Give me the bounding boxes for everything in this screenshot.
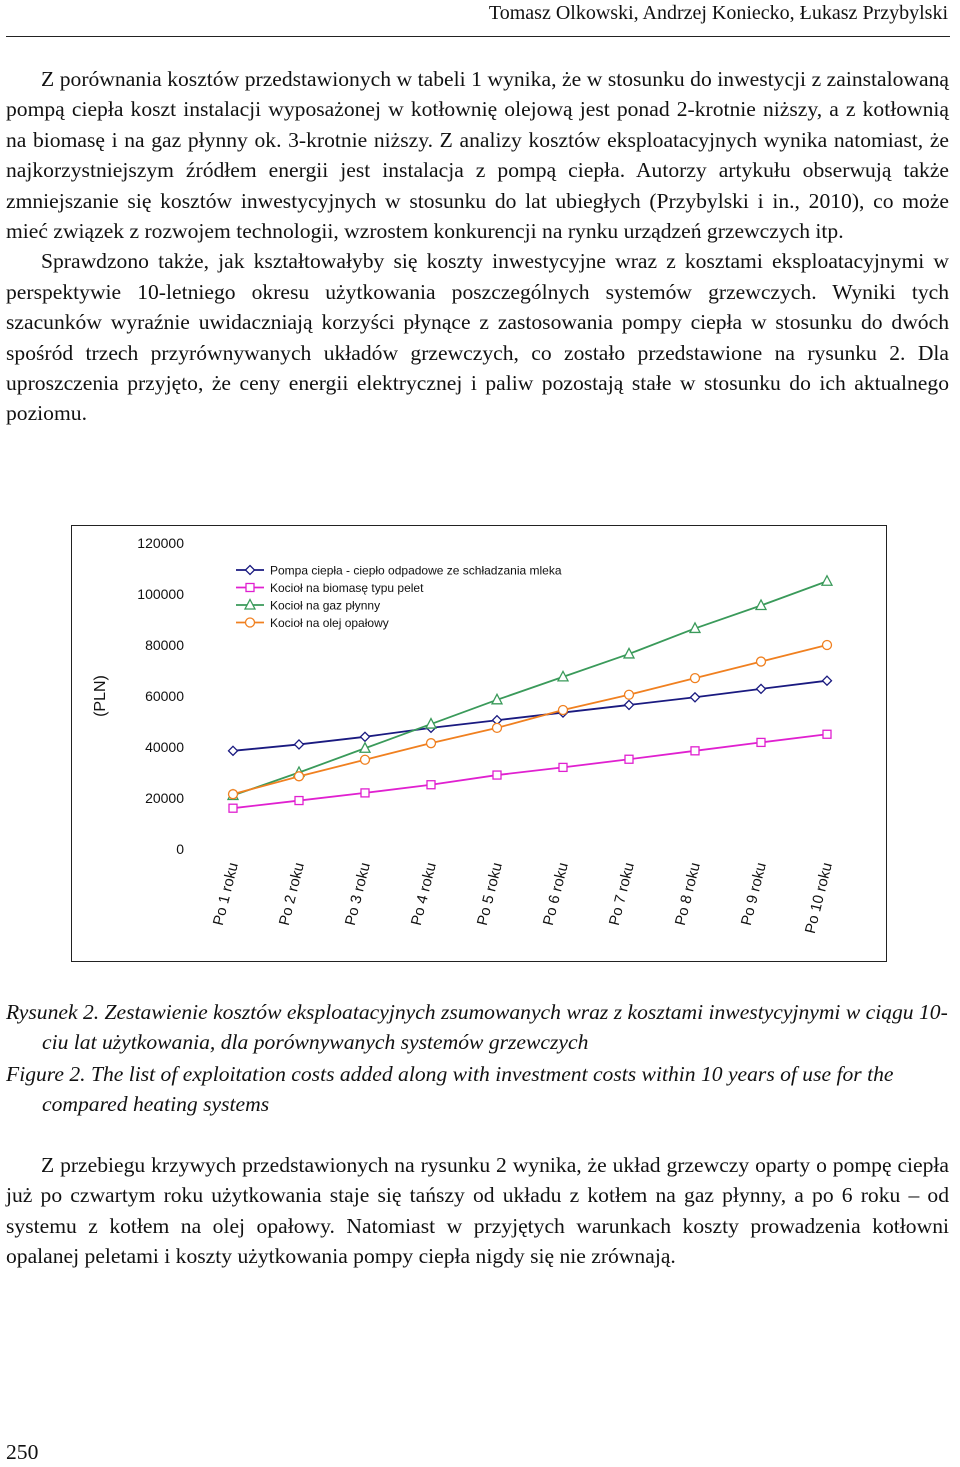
triangle-marker xyxy=(822,576,832,586)
body-paragraph-3: Z przebiegu krzywych przedstawionych na rysunku 2 wynika, że układ grzewczy oparty o pompę ciepła już po czwartym roku użytkowania staje się tańszy od układu z kotłem na gaz płynny, a po 6 roku – od systemu z kotłem na olej opałowy. Natomiast w przyjętych warunkach koszty prowadzenia kotłowni opalanej peletami i koszty użytkowania pompy ciepła nigdy się nie zrównają. xyxy=(6,1153,949,1269)
x-tick-label: Po 7 roku xyxy=(605,860,638,928)
circle-marker xyxy=(361,755,370,764)
square-marker xyxy=(625,755,633,763)
page-number: 250 xyxy=(6,1440,39,1464)
body-paragraph-1 xyxy=(6,64,949,429)
square-marker xyxy=(823,730,831,738)
x-tick-label: Po 1 roku xyxy=(209,860,242,928)
y-axis-label: (PLN) xyxy=(92,675,109,717)
square-marker xyxy=(295,797,303,805)
y-tick-label: 100000 xyxy=(137,586,184,602)
figure-caption-pl: Rysunek 2. Zestawienie kosztów eksploatacyjnych zsumowanych wraz z kosztami inwestycyjnymi w ciągu 10-ciu lat użytkowania, dla porównywanych systemów grzewczych xyxy=(6,1000,948,1055)
diamond-marker xyxy=(757,684,766,693)
paragraph-1-text: Z porównania kosztów przedstawionych w tabeli 1 wynika, że w stosunku do inwestycji z zainstalowaną pompą ciepła koszt instalacji wyposażonej w kotłownię olejową jest ponad 2-krotnie niższy, a z kotłownią na biomasę i na gaz płynny ok. 3-krotnie niższy. Z analizy kosztów eksploatacyjnych wynika natomiast, że najkorzystniejszym źródłem energii jest instalacja z pompą ciepła. Autorzy artykułu obserwują także zmniejszanie się kosztów inwestycyjnych w stosunku do lat ubiegłych (Przybylski i in., 2010), co może mieć związek z rozwojem technologii, wzrostem konkurencji na rynku urządzeń grzewczych itp. xyxy=(6,67,949,244)
chart-svg xyxy=(72,526,888,963)
diamond-marker xyxy=(823,676,832,685)
y-tick-label: 40000 xyxy=(145,739,184,755)
x-tick-label: Po 2 roku xyxy=(275,860,308,928)
x-tick-label: Po 3 roku xyxy=(341,860,374,928)
circle-marker xyxy=(757,657,766,666)
square-marker xyxy=(229,804,237,812)
circle-marker xyxy=(691,674,700,683)
diamond-marker xyxy=(691,693,700,702)
circle-marker xyxy=(427,739,436,748)
x-tick-label: Po 6 roku xyxy=(539,860,572,928)
legend-label: Kocioł na biomasę typu pelet xyxy=(270,581,424,595)
square-marker xyxy=(493,771,501,779)
x-tick-label: Po 5 roku xyxy=(473,860,506,928)
legend-label: Kocioł na olej opałowy xyxy=(270,616,389,630)
circle-marker xyxy=(559,706,568,715)
diamond-marker xyxy=(361,732,370,741)
y-tick-label: 20000 xyxy=(145,790,184,806)
circle-marker xyxy=(493,723,502,732)
diamond-marker xyxy=(229,746,238,755)
y-tick-label: 60000 xyxy=(145,688,184,704)
x-tick-label: Po 8 roku xyxy=(671,860,704,928)
y-tick-label: 80000 xyxy=(145,637,184,653)
circle-marker xyxy=(823,641,832,650)
series-line-1 xyxy=(233,681,827,751)
x-tick-label: Po 10 roku xyxy=(801,860,836,936)
x-tick-label: Po 4 roku xyxy=(407,860,440,928)
circle-marker xyxy=(295,772,304,781)
y-tick-label: 120000 xyxy=(137,535,184,551)
diamond-marker xyxy=(625,700,634,709)
y-tick-label: 0 xyxy=(176,841,184,857)
paragraph-2-text: Sprawdzono także, jak kształtowałyby się koszty inwestycyjne wraz z kosztami eksploatacyjnymi w perspektywie 10-letniego okresu użytkowania poszczególnych systemów grzewczych. Wyniki tych szacunków wyraźnie uwidaczniają korzyści płynące z zastosowania pompy ciepła w stosunku do dwóch spośród trzech przyrównywanych układów grzewczych, co zostało przedstawione na rysunku 2. Dla uproszczenia przyjęto, że ceny energii elektrycznej i paliw pozostają stałe w stosunku do ich aktualnego poziomu. xyxy=(6,249,949,426)
square-marker xyxy=(691,747,699,755)
figure-2-chart xyxy=(71,525,887,962)
x-tick-label: Po 9 roku xyxy=(737,860,770,928)
square-marker xyxy=(427,781,435,789)
header-rule xyxy=(6,36,950,37)
legend-label: Kocioł na gaz płynny xyxy=(270,598,381,613)
figure-caption-en: Figure 2. The list of exploitation costs added along with investment costs within 10 years of use for the compared heating systems xyxy=(6,1062,894,1117)
square-marker xyxy=(757,738,765,746)
legend-label: Pompa ciepła - ciepło odpadowe ze schładzania mleka xyxy=(270,563,562,578)
square-marker xyxy=(361,789,369,797)
running-header: Tomasz Olkowski, Andrzej Koniecko, Łukasz Przybylski xyxy=(488,2,948,24)
square-marker xyxy=(559,763,567,771)
circle-marker xyxy=(625,690,634,699)
diamond-marker xyxy=(295,740,304,749)
square-marker xyxy=(246,584,254,592)
circle-marker xyxy=(246,618,255,627)
circle-marker xyxy=(229,790,238,799)
